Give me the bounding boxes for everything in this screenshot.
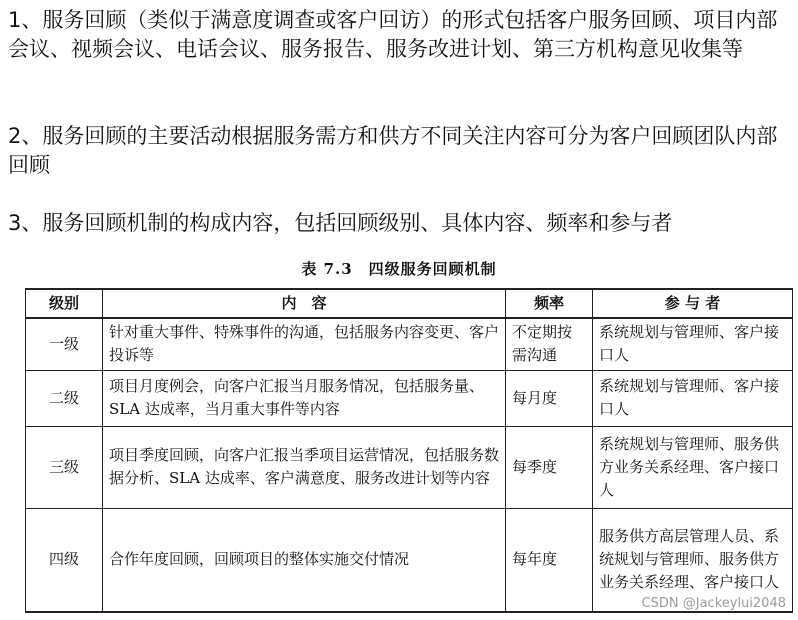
cell-level: 三级 — [26, 426, 103, 508]
header-content: 内 容 — [103, 289, 506, 318]
header-frequency: 频率 — [506, 289, 593, 318]
cell-level: 一级 — [26, 318, 103, 370]
table-header-row — [26, 289, 793, 318]
cell-content: 针对重大事件、特殊事件的沟通，包括服务内容变更、客户投诉等 — [103, 318, 506, 370]
cell-participants: 系统规划与管理师、客户接口人 — [593, 318, 793, 370]
paragraph-2: 2、服务回顾的主要活动根据服务需方和供方不同关注内容可分为客户回顾团队内部回顾 — [8, 124, 778, 177]
cell-participants: 系统规划与管理师、客户接口人 — [593, 370, 793, 426]
table-caption: 表 7.3 四级服务回顾机制 — [301, 260, 497, 278]
table-row — [26, 318, 793, 370]
cell-frequency: 不定期按需沟通 — [506, 318, 593, 370]
header-participants: 参 与 者 — [593, 289, 793, 318]
table-row — [26, 370, 793, 426]
cell-participants: 服务供方高层管理人员、系统规划与管理师、服务供方业务关系经理、客户接口人 — [593, 508, 793, 612]
cell-level: 四级 — [26, 508, 103, 612]
review-mechanism-table — [25, 288, 793, 613]
cell-content: 项目月度例会，向客户汇报当月服务情况，包括服务量、SLA 达成率，当月重大事件等内容 — [103, 370, 506, 426]
watermark: CSDN @Jackeylui2048 — [641, 596, 786, 611]
cell-frequency: 每年度 — [506, 508, 593, 612]
cell-participants: 系统规划与管理师、服务供方业务关系经理、客户接口人 — [593, 426, 793, 508]
header-level: 级别 — [26, 289, 103, 318]
cell-level: 二级 — [26, 370, 103, 426]
cell-content: 合作年度回顾，回顾项目的整体实施交付情况 — [103, 508, 506, 612]
paragraph-3: 3、服务回顾机制的构成内容，包括回顾级别、具体内容、频率和参与者 — [8, 211, 673, 235]
cell-frequency: 每季度 — [506, 426, 593, 508]
paragraph-1: 1、服务回顾（类似于满意度调查或客户回访）的形式包括客户服务回顾、项目内部会议、视频会议、电话会议、服务报告、服务改进计划、第三方机构意见收集等 — [8, 8, 778, 61]
table-row — [26, 426, 793, 508]
cell-frequency: 每月度 — [506, 370, 593, 426]
cell-content: 项目季度回顾，向客户汇报当季项目运营情况，包括服务数据分析、SLA 达成率、客户满意度、服务改进计划等内容 — [103, 426, 506, 508]
